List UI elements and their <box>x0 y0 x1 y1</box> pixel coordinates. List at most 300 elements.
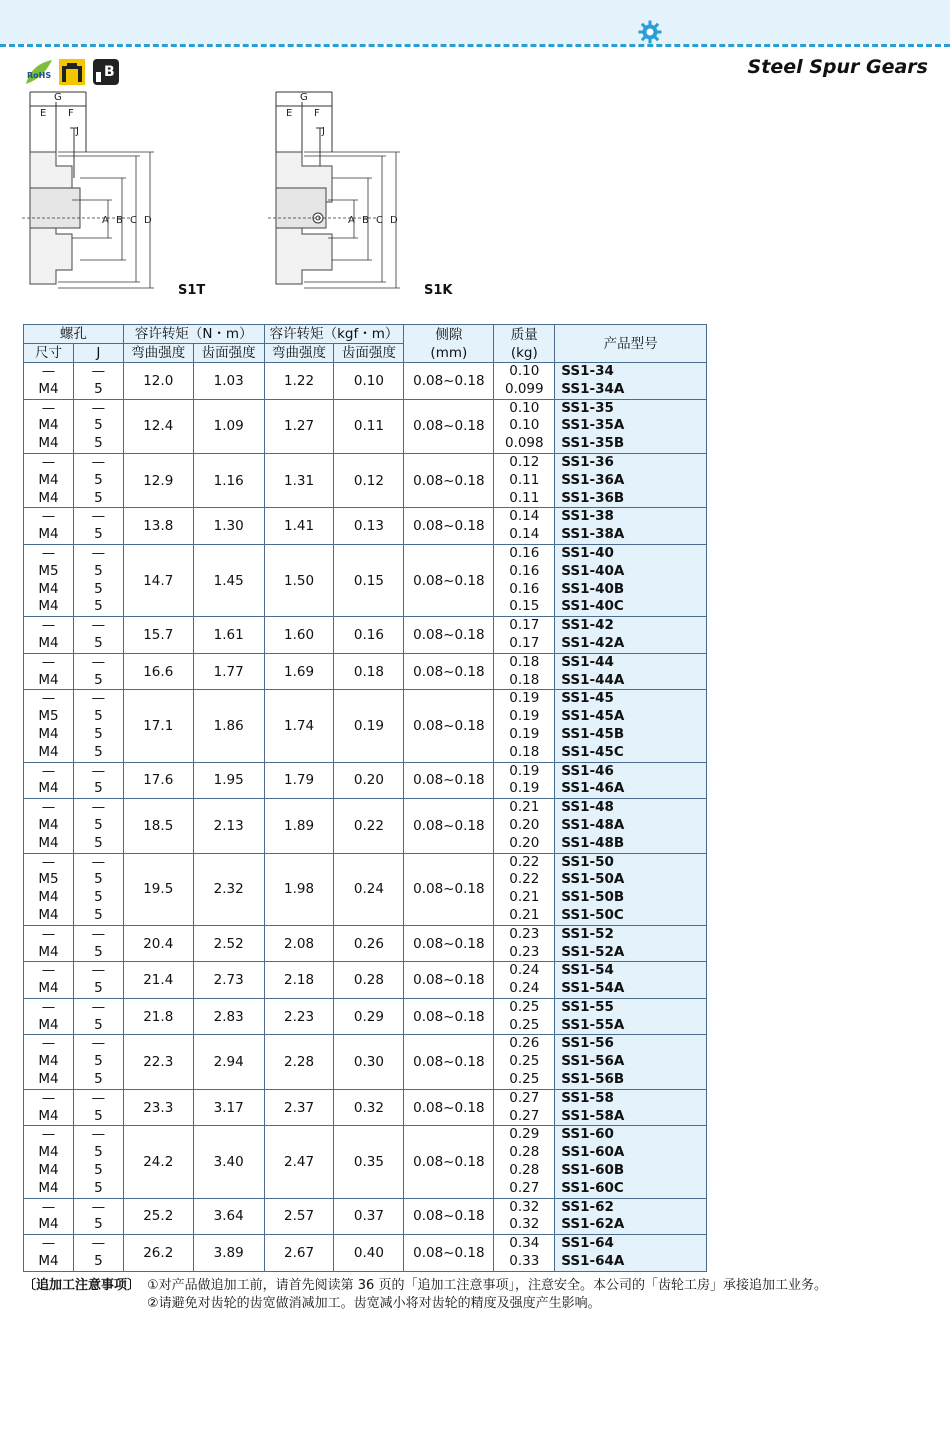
cell-j <box>73 998 123 1035</box>
cell-mass <box>494 925 555 962</box>
cell-model-line: SS1-60 <box>561 1126 614 1143</box>
cell-j <box>73 1235 123 1272</box>
cell-surface-kgf: 0.20 <box>334 762 404 799</box>
cell-size-line: — <box>41 508 56 525</box>
cell-bending-nm: 25.2 <box>123 1198 193 1235</box>
header-dashed-rule <box>0 44 950 47</box>
table-row <box>24 1235 707 1272</box>
cell-bending-nm: 20.4 <box>123 925 193 962</box>
spec-table-body <box>24 363 707 1272</box>
cell-j <box>73 799 123 853</box>
cell-size-line: M4 <box>38 634 59 651</box>
cell-size-line: M4 <box>38 1053 59 1070</box>
cell-size-line: M4 <box>38 1253 59 1270</box>
cell-model-line: SS1-56 <box>561 1035 614 1052</box>
cell-mass-line: 0.27 <box>509 1107 540 1124</box>
cell-mass-line: 0.21 <box>509 906 540 923</box>
cell-model <box>555 363 707 400</box>
cell-surface-nm: 1.77 <box>193 653 264 690</box>
cell-j-line: 5 <box>94 471 103 488</box>
cell-mass-line: 0.19 <box>509 762 540 779</box>
cell-j-line: 5 <box>94 1179 103 1196</box>
cell-backlash: 0.08~0.18 <box>404 1035 494 1089</box>
cell-model-line: SS1-44 <box>561 653 614 670</box>
header-band <box>0 0 950 44</box>
table-row <box>24 1089 707 1126</box>
cell-size <box>24 1126 74 1198</box>
cell-bending-nm: 16.6 <box>123 653 193 690</box>
cell-size <box>24 925 74 962</box>
cell-size-line: — <box>41 962 56 979</box>
cell-bending-nm: 24.2 <box>123 1126 193 1198</box>
cell-mass-line: 0.25 <box>509 1016 540 1033</box>
cell-mass-line: 0.27 <box>509 1179 540 1196</box>
cell-model-line: SS1-60A <box>561 1144 625 1161</box>
cell-j-line: 5 <box>94 598 103 615</box>
cell-size <box>24 399 74 453</box>
cell-size <box>24 453 74 507</box>
table-row <box>24 1126 707 1198</box>
svg-text:E: E <box>40 108 47 119</box>
cell-mass <box>494 762 555 799</box>
cell-j <box>73 453 123 507</box>
cell-model <box>555 617 707 654</box>
cell-j-line: — <box>91 453 106 470</box>
cell-size-line: M4 <box>38 471 59 488</box>
cell-mass-line: 0.23 <box>509 925 540 942</box>
cell-surface-kgf: 0.40 <box>334 1235 404 1272</box>
cell-mass-line: 0.20 <box>509 834 540 851</box>
cell-j-line: 5 <box>94 743 103 760</box>
cell-backlash: 0.08~0.18 <box>404 363 494 400</box>
cell-model-line: SS1-35A <box>561 417 625 434</box>
cell-model-line: SS1-58 <box>561 1089 614 1106</box>
cell-model <box>555 399 707 453</box>
cell-model-line: SS1-34 <box>561 363 614 379</box>
table-row <box>24 617 707 654</box>
cell-model-line: SS1-35B <box>561 435 625 452</box>
table-row <box>24 998 707 1035</box>
cell-mass-line: 0.22 <box>509 853 540 870</box>
cell-surface-nm: 1.61 <box>193 617 264 654</box>
cell-bending-kgf: 1.50 <box>264 544 334 616</box>
cell-model-line: SS1-42A <box>561 634 625 651</box>
svg-text:C: C <box>130 215 137 226</box>
cell-bending-kgf: 2.08 <box>264 925 334 962</box>
cell-model-line: SS1-64A <box>561 1253 625 1270</box>
cell-model <box>555 962 707 999</box>
cell-bending-nm: 18.5 <box>123 799 193 853</box>
cell-size-line: M4 <box>38 435 59 452</box>
header-surface-kgf: 齿面强度 <box>334 344 404 363</box>
cell-mass-line: 0.28 <box>509 1162 540 1179</box>
cell-surface-kgf: 0.10 <box>334 363 404 400</box>
cell-size-line: M4 <box>38 417 59 434</box>
cell-j-line: — <box>91 1235 106 1252</box>
cell-backlash: 0.08~0.18 <box>404 799 494 853</box>
table-row <box>24 690 707 762</box>
cell-backlash: 0.08~0.18 <box>404 617 494 654</box>
svg-text:G: G <box>54 92 62 103</box>
cell-j <box>73 690 123 762</box>
header-backlash <box>404 325 494 363</box>
cell-model <box>555 1235 707 1272</box>
header-surface-nm: 齿面强度 <box>193 344 264 363</box>
cell-mass <box>494 1126 555 1198</box>
cell-surface-nm: 1.45 <box>193 544 264 616</box>
cell-mass-line: 0.14 <box>509 526 540 543</box>
cell-size-line: M4 <box>38 1216 59 1233</box>
cell-j-line: — <box>91 799 106 816</box>
header-backlash-unit: (mm) <box>430 344 468 361</box>
cell-surface-kgf: 0.29 <box>334 998 404 1035</box>
header-torque-nm: 容许转矩（N・m） <box>123 325 264 344</box>
cell-model-line: SS1-62 <box>561 1198 614 1215</box>
cell-model <box>555 653 707 690</box>
svg-text:D: D <box>144 215 152 226</box>
cell-bending-kgf: 2.37 <box>264 1089 334 1126</box>
svg-text:G: G <box>300 92 308 103</box>
table-row <box>24 363 707 400</box>
cell-mass-line: 0.22 <box>509 871 540 888</box>
cell-bending-kgf: 1.60 <box>264 617 334 654</box>
cell-mass-line: 0.29 <box>509 1126 540 1143</box>
cell-model-line: SS1-62A <box>561 1216 625 1233</box>
cell-j-line: 5 <box>94 1107 103 1124</box>
cell-model-line: SS1-52 <box>561 925 614 942</box>
table-row <box>24 399 707 453</box>
cell-bending-nm: 12.9 <box>123 453 193 507</box>
cell-mass-line: 0.21 <box>509 799 540 816</box>
cell-size-line: M4 <box>38 980 59 997</box>
cell-mass-line: 0.18 <box>509 653 540 670</box>
cell-bending-nm: 15.7 <box>123 617 193 654</box>
cell-model <box>555 1035 707 1089</box>
cell-backlash: 0.08~0.18 <box>404 1089 494 1126</box>
cell-size-line: — <box>41 544 56 561</box>
cell-surface-nm: 2.32 <box>193 853 264 925</box>
cell-surface-kgf: 0.32 <box>334 1089 404 1126</box>
cell-surface-nm: 2.52 <box>193 925 264 962</box>
cell-bending-kgf: 2.28 <box>264 1035 334 1089</box>
cell-bending-nm: 22.3 <box>123 1035 193 1089</box>
cell-size <box>24 1235 74 1272</box>
cell-surface-nm: 1.30 <box>193 508 264 545</box>
cell-j <box>73 1089 123 1126</box>
cell-mass-line: 0.18 <box>509 671 540 688</box>
cell-bending-nm: 13.8 <box>123 508 193 545</box>
cell-bending-nm: 19.5 <box>123 853 193 925</box>
cell-size-line: M4 <box>38 580 59 597</box>
cell-j-line: 5 <box>94 1253 103 1270</box>
cell-j <box>73 1035 123 1089</box>
cell-model-line: SS1-45A <box>561 708 625 725</box>
cell-mass-line: 0.32 <box>509 1198 540 1215</box>
cell-model-line: SS1-52A <box>561 943 625 960</box>
svg-text:E: E <box>286 108 293 119</box>
cell-bending-kgf: 2.18 <box>264 962 334 999</box>
cell-surface-kgf: 0.37 <box>334 1198 404 1235</box>
cell-bending-nm: 12.0 <box>123 363 193 400</box>
cell-surface-nm: 2.94 <box>193 1035 264 1089</box>
cell-j <box>73 1198 123 1235</box>
svg-text:F: F <box>68 108 74 119</box>
cell-mass-line: 0.34 <box>509 1235 540 1252</box>
svg-text:A: A <box>348 215 355 226</box>
cell-j <box>73 508 123 545</box>
cell-size-line: M4 <box>38 834 59 851</box>
cell-j <box>73 399 123 453</box>
cell-model-line: SS1-40 <box>561 544 614 561</box>
cell-size-line: M4 <box>38 743 59 760</box>
cell-mass-line: 0.27 <box>509 1089 540 1106</box>
cell-bending-kgf: 2.57 <box>264 1198 334 1235</box>
table-row <box>24 653 707 690</box>
cell-surface-kgf: 0.16 <box>334 617 404 654</box>
cell-mass <box>494 544 555 616</box>
cell-mass-line: 0.16 <box>509 562 540 579</box>
cell-surface-nm: 1.95 <box>193 762 264 799</box>
cell-model-line: SS1-50C <box>561 906 624 923</box>
cell-model-line: SS1-48B <box>561 834 625 851</box>
table-row <box>24 1198 707 1235</box>
cell-j-line: 5 <box>94 417 103 434</box>
cell-backlash: 0.08~0.18 <box>404 962 494 999</box>
cell-j-line: 5 <box>94 671 103 688</box>
header-j: J <box>73 344 123 363</box>
cell-mass-line: 0.19 <box>509 780 540 797</box>
notes-line-2: ②请避免对齿轮的齿宽做消减加工。齿宽减小将对齿轮的精度及强度产生影响。 <box>147 1296 601 1311</box>
cell-mass-line: 0.18 <box>509 743 540 760</box>
svg-text:F: F <box>314 108 320 119</box>
cell-model-line: SS1-46 <box>561 762 614 779</box>
set-screw-badge-icon <box>58 58 86 86</box>
cell-mass-line: 0.11 <box>509 471 540 488</box>
cell-mass-line: 0.26 <box>509 1035 540 1052</box>
header-bending-kgf: 弯曲强度 <box>264 344 334 363</box>
cell-size <box>24 617 74 654</box>
svg-text:B: B <box>116 215 123 226</box>
cell-size-line: — <box>41 1126 56 1143</box>
cell-model-line: SS1-44A <box>561 671 625 688</box>
cell-j-line: — <box>91 363 106 379</box>
cell-j <box>73 617 123 654</box>
cell-bending-kgf: 1.41 <box>264 508 334 545</box>
cell-mass-line: 0.14 <box>509 508 540 525</box>
header-model: 产品型号 <box>555 325 707 363</box>
cell-mass <box>494 799 555 853</box>
cell-backlash: 0.08~0.18 <box>404 853 494 925</box>
cell-j-line: 5 <box>94 980 103 997</box>
drawing-label-s1t: S1T <box>178 283 206 298</box>
cell-size-line: — <box>41 1198 56 1215</box>
cell-surface-nm: 1.16 <box>193 453 264 507</box>
cell-size <box>24 762 74 799</box>
cell-size <box>24 544 74 616</box>
cell-mass-line: 0.10 <box>509 363 540 379</box>
cell-surface-nm: 3.40 <box>193 1126 264 1198</box>
cell-bending-kgf: 1.27 <box>264 399 334 453</box>
cell-model-line: SS1-38 <box>561 508 614 525</box>
cell-model <box>555 1089 707 1126</box>
cell-bending-kgf: 1.98 <box>264 853 334 925</box>
cell-model-line: SS1-40A <box>561 562 625 579</box>
cell-mass-line: 0.12 <box>509 453 540 470</box>
notes-line-1: ①对产品做追加工前，请首先阅读第 36 页的「追加工注意事项」，注意安全。本公司的「齿轮工房」承接追加工业务。 <box>147 1278 827 1293</box>
cell-bending-nm: 12.4 <box>123 399 193 453</box>
cell-mass-line: 0.16 <box>509 580 540 597</box>
drawing-s1k <box>268 88 448 300</box>
cell-j-line: 5 <box>94 816 103 833</box>
cell-mass <box>494 399 555 453</box>
cell-j-line: 5 <box>94 725 103 742</box>
table-row <box>24 1035 707 1089</box>
cell-surface-nm: 1.86 <box>193 690 264 762</box>
cell-surface-kgf: 0.15 <box>334 544 404 616</box>
cell-mass-line: 0.19 <box>509 708 540 725</box>
cell-backlash: 0.08~0.18 <box>404 1235 494 1272</box>
cell-size-line: — <box>41 853 56 870</box>
table-row <box>24 925 707 962</box>
cell-size-line: M4 <box>38 1071 59 1088</box>
cell-model-line: SS1-56A <box>561 1053 625 1070</box>
cell-j-line: 5 <box>94 489 103 506</box>
page-title: Steel Spur Gears <box>747 56 928 78</box>
cell-j <box>73 925 123 962</box>
cell-size-line: M4 <box>38 816 59 833</box>
cell-mass-line: 0.17 <box>509 617 540 634</box>
cell-size-line: — <box>41 1235 56 1252</box>
cell-mass-line: 0.21 <box>509 889 540 906</box>
cell-model-line: SS1-55 <box>561 998 614 1015</box>
header-mass-unit: (kg) <box>510 344 538 361</box>
cell-size-line: — <box>41 453 56 470</box>
cell-mass <box>494 1089 555 1126</box>
cell-size-line: — <box>41 653 56 670</box>
cell-j-line: 5 <box>94 708 103 725</box>
cell-model-line: SS1-40C <box>561 598 624 615</box>
cell-j-line: — <box>91 1198 106 1215</box>
cell-j <box>73 363 123 400</box>
cell-backlash: 0.08~0.18 <box>404 653 494 690</box>
cell-mass-line: 0.17 <box>509 634 540 651</box>
cell-model <box>555 690 707 762</box>
cell-model-line: SS1-42 <box>561 617 614 634</box>
cell-size <box>24 653 74 690</box>
cell-model-line: SS1-46A <box>561 780 625 797</box>
svg-text:J: J <box>76 126 79 137</box>
cell-mass-line: 0.15 <box>509 598 540 615</box>
cell-size <box>24 1089 74 1126</box>
cell-backlash: 0.08~0.18 <box>404 1198 494 1235</box>
cell-model <box>555 925 707 962</box>
cell-model <box>555 508 707 545</box>
cell-bending-nm: 17.1 <box>123 690 193 762</box>
cell-model-line: SS1-48 <box>561 799 614 816</box>
cell-size-line: — <box>41 363 56 379</box>
cell-model <box>555 853 707 925</box>
rohs-badge-icon <box>24 58 54 86</box>
header-mass-label: 质量 <box>510 326 538 343</box>
cell-j-line: 5 <box>94 1016 103 1033</box>
table-row <box>24 962 707 999</box>
cell-mass-line: 0.28 <box>509 1144 540 1161</box>
cell-size-line: M4 <box>38 1144 59 1161</box>
drawing-label-s1k: S1K <box>424 283 453 298</box>
cell-model-line: SS1-45B <box>561 725 625 742</box>
cell-size-line: M4 <box>38 380 59 397</box>
cell-size-line: M4 <box>38 1016 59 1033</box>
cell-surface-nm: 2.13 <box>193 799 264 853</box>
cell-j <box>73 853 123 925</box>
cell-j-line: — <box>91 653 106 670</box>
cell-backlash: 0.08~0.18 <box>404 998 494 1035</box>
cell-surface-kgf: 0.13 <box>334 508 404 545</box>
header-backlash-label: 侧隙 <box>435 326 463 343</box>
cell-backlash: 0.08~0.18 <box>404 399 494 453</box>
cell-size-line: M4 <box>38 1179 59 1196</box>
cell-model-line: SS1-50 <box>561 853 614 870</box>
cell-size-line: M4 <box>38 889 59 906</box>
cell-size <box>24 1198 74 1235</box>
cell-bending-nm: 21.8 <box>123 998 193 1035</box>
cell-size-line: M5 <box>38 562 59 579</box>
cell-j-line: 5 <box>94 435 103 452</box>
cell-mass-line: 0.24 <box>509 980 540 997</box>
cell-size-line: — <box>41 1035 56 1052</box>
cell-size <box>24 998 74 1035</box>
table-row <box>24 853 707 925</box>
cell-mass-line: 0.20 <box>509 816 540 833</box>
cell-size-line: — <box>41 1089 56 1106</box>
cell-j-line: 5 <box>94 380 103 397</box>
cell-bending-nm: 21.4 <box>123 962 193 999</box>
cell-bending-kgf: 1.22 <box>264 363 334 400</box>
cell-j-line: — <box>91 544 106 561</box>
cell-model-line: SS1-58A <box>561 1107 625 1124</box>
cell-j <box>73 962 123 999</box>
cell-size-line: M4 <box>38 780 59 797</box>
spec-table <box>23 324 707 1272</box>
cell-model-line: SS1-60B <box>561 1162 625 1179</box>
header-size: 尺寸 <box>24 344 74 363</box>
cell-model-line: SS1-64 <box>561 1235 614 1252</box>
cell-model-line: SS1-40B <box>561 580 625 597</box>
cell-model <box>555 1198 707 1235</box>
cell-surface-nm: 2.73 <box>193 962 264 999</box>
cell-j-line: 5 <box>94 1053 103 1070</box>
gear-icon <box>638 20 662 44</box>
cell-j-line: — <box>91 690 106 707</box>
cell-model <box>555 453 707 507</box>
cell-model <box>555 998 707 1035</box>
cell-mass <box>494 998 555 1035</box>
svg-text:B: B <box>104 64 115 80</box>
cell-mass-line: 0.19 <box>509 690 540 707</box>
cell-size-line: M5 <box>38 708 59 725</box>
cell-surface-kgf: 0.19 <box>334 690 404 762</box>
cell-surface-kgf: 0.30 <box>334 1035 404 1089</box>
cell-model-line: SS1-36 <box>561 453 614 470</box>
cell-backlash: 0.08~0.18 <box>404 762 494 799</box>
cell-bending-kgf: 2.47 <box>264 1126 334 1198</box>
table-row <box>24 508 707 545</box>
cell-bending-nm: 14.7 <box>123 544 193 616</box>
cell-mass <box>494 617 555 654</box>
cell-mass <box>494 453 555 507</box>
cell-model-line: SS1-38A <box>561 526 625 543</box>
drawing-s1t <box>22 88 192 300</box>
